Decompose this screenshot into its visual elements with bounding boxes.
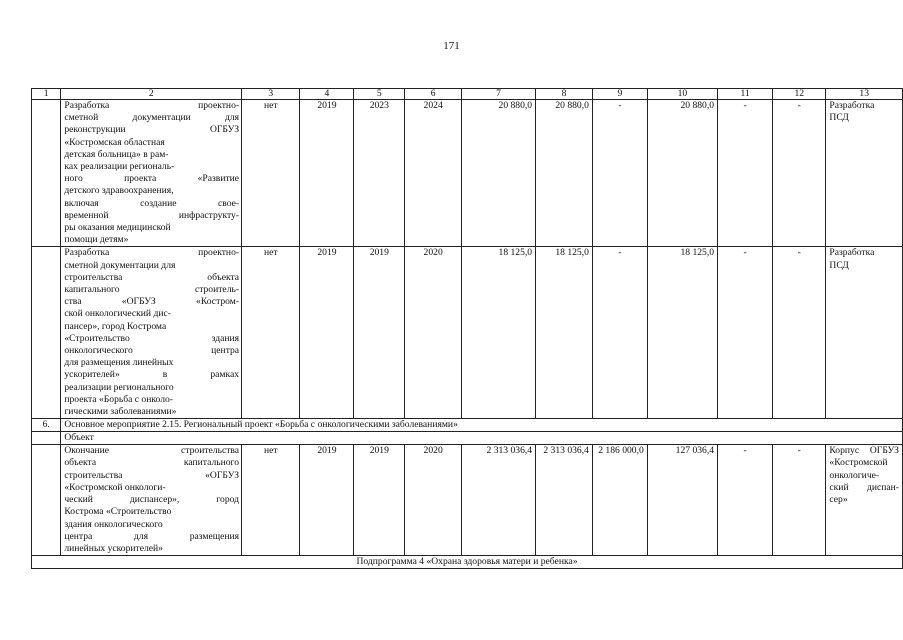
description-line: проекта «Борьба с онколо- (64, 393, 173, 405)
header-cell: 5 (354, 89, 405, 100)
empty-number-cell (32, 432, 61, 445)
description-line: детская больница» в рам- (64, 148, 169, 160)
header-cell: 12 (773, 89, 826, 100)
cell-col8: 18 125,0 (536, 247, 593, 419)
header-cell: 7 (462, 89, 536, 100)
result-cell (826, 100, 903, 247)
description-cell (61, 100, 242, 247)
cell-col11: - (718, 100, 773, 247)
cell-col10: 127 036,4 (647, 445, 717, 556)
cell-col7: 20 880,0 (462, 100, 536, 247)
description-line: ства «ОГБУЗ «Костром- (64, 296, 240, 308)
description-line: ускорителей» в рамках (64, 369, 240, 381)
row-number-cell (32, 247, 61, 419)
page-number: 171 (443, 40, 460, 52)
description-line: детского здравоохранения, (64, 185, 174, 197)
cell-col9: 2 186 000,0 (592, 445, 647, 556)
description-line: капитального строитель- (64, 284, 240, 296)
description-line: включая создание свое- (64, 197, 240, 209)
cell-col12: - (773, 247, 826, 419)
table-row (32, 445, 903, 556)
cell-col3: нет (242, 247, 300, 419)
header-cell: 11 (718, 89, 773, 100)
result-line: сер» (829, 494, 848, 506)
cell-col5: 2019 (354, 445, 405, 556)
result-line: «Костромской (829, 457, 888, 469)
description-line: Разработка проектно- (64, 100, 240, 111)
header-cell: 2 (61, 89, 242, 100)
description-line: строительства «ОГБУЗ (64, 469, 240, 481)
table-row (32, 247, 903, 419)
header-cell: 4 (300, 89, 354, 100)
cell-col7: 2 313 036,4 (462, 445, 536, 556)
cell-col8: 20 880,0 (536, 100, 593, 247)
result-line: ский диспан- (829, 481, 899, 493)
cell-col6: 2024 (405, 100, 462, 247)
subprogram-title: Подпрограмма 4 «Охрана здоровья матери и ребенка» (32, 556, 903, 569)
cell-col6: 2020 (405, 247, 462, 419)
description-line: «Строительство здания (64, 332, 240, 344)
cell-col10: 18 125,0 (647, 247, 717, 419)
object-label-row (32, 432, 903, 445)
header-cell: 8 (536, 89, 593, 100)
object-label: Объект (61, 432, 903, 445)
description-line: пансер», город Кострома (64, 320, 167, 332)
header-cell: 9 (592, 89, 647, 100)
section-row (32, 419, 903, 432)
header-cell: 1 (32, 89, 61, 100)
header-cell: 10 (647, 89, 717, 100)
result-line: Разработка (829, 247, 875, 259)
cell-col4: 2019 (300, 445, 354, 556)
description-line: Кострома «Строительство (64, 506, 172, 518)
description-line: Окончание строительства (64, 445, 240, 457)
result-line: Корпус ОГБУЗ (829, 445, 899, 457)
description-line: линейных ускорителей» (64, 542, 163, 554)
description-line: объекта капитального (64, 457, 240, 469)
description-line: центра для размещения (64, 530, 240, 542)
cell-col4: 2019 (300, 100, 354, 247)
description-line: гическими заболеваниями» (64, 406, 177, 418)
result-line: ПСД (829, 112, 849, 124)
description-line: для размещения линейных (64, 357, 174, 369)
result-line: онкологиче- (829, 469, 880, 481)
cell-col9: - (592, 247, 647, 419)
row-number-cell (32, 445, 61, 556)
description-line: помощи детям» (64, 234, 129, 246)
cell-col8: 2 313 036,4 (536, 445, 593, 556)
program-table (31, 88, 903, 569)
description-line: реализации регионального (64, 381, 174, 393)
cell-col3: нет (242, 445, 300, 556)
description-cell (61, 445, 242, 556)
cell-col10: 20 880,0 (647, 100, 717, 247)
description-line: «Костромская областная (64, 136, 165, 148)
cell-col4: 2019 (300, 247, 354, 419)
subprogram-row (32, 556, 903, 569)
cell-col11: - (718, 247, 773, 419)
description-line: строительства объекта (64, 271, 240, 283)
description-line: реконструкции ОГБУЗ (64, 124, 240, 136)
row-number-cell (32, 100, 61, 247)
cell-col11: - (718, 445, 773, 556)
header-cell: 3 (242, 89, 300, 100)
description-line: Разработка проектно- (64, 247, 240, 259)
section-title: Основное мероприятие 2.15. Региональный проект «Борьба с онкологическими заболеваниями» (61, 419, 903, 432)
table-row (32, 100, 903, 247)
cell-col5: 2019 (354, 247, 405, 419)
description-line: ного проекта «Развитие (64, 173, 240, 185)
result-line: Разработка (829, 100, 875, 111)
description-line: онкологического центра (64, 345, 240, 357)
column-number-header-row (32, 89, 903, 100)
cell-col12: - (773, 445, 826, 556)
cell-col7: 18 125,0 (462, 247, 536, 419)
description-line: ры оказания медицинской (64, 222, 171, 234)
description-line: ской онкологический дис- (64, 308, 171, 320)
description-line: сметной документации для (64, 112, 240, 124)
result-cell (826, 445, 903, 556)
header-cell: 6 (405, 89, 462, 100)
description-cell (61, 247, 242, 419)
description-line: здания онкологического (64, 518, 163, 530)
description-line: «Костромской онкологи- (64, 481, 166, 493)
cell-col3: нет (242, 100, 300, 247)
description-line: ках реализации региональ- (64, 161, 175, 173)
description-line: ческий диспансер», город (64, 494, 240, 506)
description-line: сметной документации для (64, 259, 176, 271)
cell-col9: - (592, 100, 647, 247)
cell-col12: - (773, 100, 826, 247)
cell-col5: 2023 (354, 100, 405, 247)
result-line: ПСД (829, 259, 849, 271)
result-cell (826, 247, 903, 419)
header-cell: 13 (826, 89, 903, 100)
section-number: 6. (32, 419, 61, 432)
cell-col6: 2020 (405, 445, 462, 556)
description-line: временной инфраструкту- (64, 209, 240, 221)
